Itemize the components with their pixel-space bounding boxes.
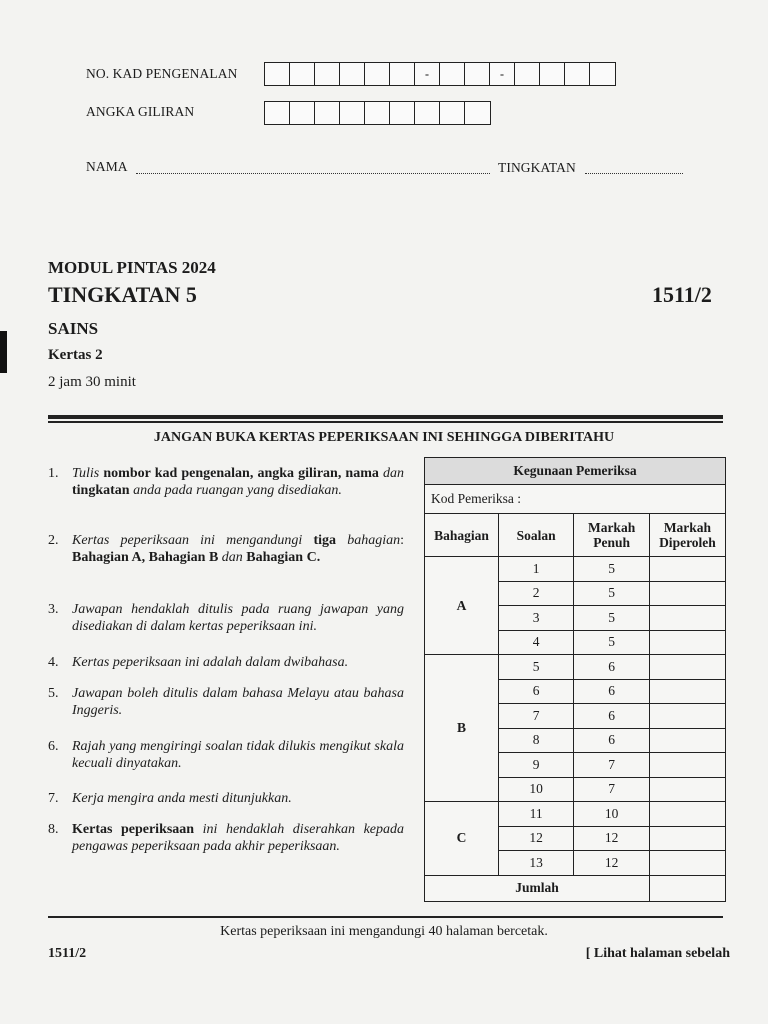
index-digit-box[interactable] xyxy=(390,102,415,124)
section-label: B xyxy=(425,655,499,802)
page-count-note: Kertas peperiksaan ini mengandungi 40 halaman bercetak. xyxy=(220,924,548,939)
paper-label: Kertas 2 xyxy=(48,347,103,363)
instruction-text: Kertas peperiksaan ini mengandungi tiga bahagian: Bahagian A, Bahagian B dan Bahagian C. xyxy=(72,533,405,565)
index-digit-box[interactable] xyxy=(365,102,390,124)
form-label: TINGKATAN xyxy=(498,160,576,175)
full-marks: 7 xyxy=(574,777,650,802)
instruction-number: 4. xyxy=(48,655,59,670)
instruction-number: 2. xyxy=(48,533,59,548)
duration-label: 2 jam 30 minit xyxy=(48,374,136,390)
ic-digit-box[interactable] xyxy=(315,63,340,85)
ic-digit-box[interactable] xyxy=(440,63,465,85)
full-marks: 5 xyxy=(574,630,650,655)
instruction-item xyxy=(48,654,404,671)
full-marks: 5 xyxy=(574,557,650,582)
ic-digit-box: - xyxy=(490,63,515,85)
name-label: NAMA xyxy=(86,159,128,174)
ic-digit-box[interactable] xyxy=(290,63,315,85)
name-field-line[interactable] xyxy=(136,161,490,174)
obtained-marks-cell[interactable] xyxy=(649,802,725,827)
question-number: 9 xyxy=(499,753,574,778)
index-number-boxes[interactable] xyxy=(264,101,491,125)
instruction-number: 3. xyxy=(48,602,59,617)
ic-digit-box[interactable] xyxy=(340,63,365,85)
question-number: 3 xyxy=(499,606,574,631)
index-digit-box[interactable] xyxy=(315,102,340,124)
instruction-text: Rajah yang mengiringi soalan tidak dilukis mengikut skala kecuali dinyatakan. xyxy=(72,739,404,771)
full-marks: 5 xyxy=(574,606,650,631)
ic-label: NO. KAD PENGENALAN xyxy=(86,66,238,81)
instruction-text: Kerja mengira anda mesti ditunjukkan. xyxy=(72,791,292,806)
obtained-marks-cell[interactable] xyxy=(649,679,725,704)
index-number-label: ANGKA GILIRAN xyxy=(86,104,195,119)
footer-paper-code: 1511/2 xyxy=(48,946,87,961)
col-soalan: Soalan xyxy=(499,514,574,557)
ic-digit-box[interactable] xyxy=(465,63,490,85)
full-marks: 6 xyxy=(574,679,650,704)
ic-digit-box[interactable] xyxy=(390,63,415,85)
question-number: 6 xyxy=(499,679,574,704)
ic-digit-box[interactable] xyxy=(515,63,540,85)
col-markah-penuh: Markah Penuh xyxy=(574,514,650,557)
obtained-marks-cell[interactable] xyxy=(649,777,725,802)
index-digit-box[interactable] xyxy=(265,102,290,124)
form-field-line[interactable] xyxy=(585,161,683,174)
examiner-table-title: Kegunaan Pemeriksa xyxy=(425,458,726,485)
paper-code: 1511/2 xyxy=(652,282,712,307)
index-digit-box[interactable] xyxy=(465,102,490,124)
index-digit-box[interactable] xyxy=(415,102,440,124)
instruction-text: Tulis nombor kad pengenalan, angka giliran, nama dan tingkatan anda pada ruangan yang disediakan. xyxy=(72,466,405,498)
table-row xyxy=(425,802,726,827)
question-number: 7 xyxy=(499,704,574,729)
full-marks: 6 xyxy=(574,704,650,729)
col-markah-diperoleh: Markah Diperoleh xyxy=(649,514,725,557)
instruction-item xyxy=(48,685,404,719)
question-number: 1 xyxy=(499,557,574,582)
next-page-note: [ Lihat halaman sebelah xyxy=(585,946,730,961)
ic-digit-box[interactable] xyxy=(565,63,590,85)
instruction-number: 7. xyxy=(48,791,59,806)
instruction-item xyxy=(48,821,404,855)
instruction-text: Kertas peperiksaan ini adalah dalam dwibahasa. xyxy=(72,655,349,670)
question-number: 2 xyxy=(499,581,574,606)
instruction-number: 8. xyxy=(48,822,59,837)
total-label: Jumlah xyxy=(425,875,650,901)
question-number: 8 xyxy=(499,728,574,753)
instruction-number: 5. xyxy=(48,686,59,701)
bottom-rule xyxy=(48,916,723,918)
index-digit-box[interactable] xyxy=(290,102,315,124)
question-number: 13 xyxy=(499,851,574,876)
examiner-code-field[interactable]: Kod Pemeriksa : xyxy=(425,485,726,514)
instruction-item xyxy=(48,465,404,499)
instruction-item xyxy=(48,601,404,635)
full-marks: 5 xyxy=(574,581,650,606)
section-label: A xyxy=(425,557,499,655)
full-marks: 7 xyxy=(574,753,650,778)
table-row xyxy=(425,557,726,582)
obtained-marks-cell[interactable] xyxy=(649,557,725,582)
full-marks: 6 xyxy=(574,655,650,680)
instruction-text: Jawapan boleh ditulis dalam bahasa Melayu atau bahasa Inggeris. xyxy=(72,686,404,718)
question-number: 12 xyxy=(499,826,574,851)
obtained-marks-cell[interactable] xyxy=(649,826,725,851)
instruction-number: 6. xyxy=(48,739,59,754)
question-number: 5 xyxy=(499,655,574,680)
index-digit-box[interactable] xyxy=(440,102,465,124)
question-number: 11 xyxy=(499,802,574,827)
module-title: MODUL PINTAS 2024 xyxy=(48,258,216,277)
instruction-item xyxy=(48,790,404,807)
page-edge-marker xyxy=(0,331,7,373)
ic-digit-box[interactable] xyxy=(590,63,615,85)
section-label: C xyxy=(425,802,499,876)
ic-number-boxes[interactable] xyxy=(264,62,616,86)
full-marks: 10 xyxy=(574,802,650,827)
obtained-marks-cell[interactable] xyxy=(649,606,725,631)
ic-digit-box: - xyxy=(415,63,440,85)
full-marks: 12 xyxy=(574,826,650,851)
question-number: 10 xyxy=(499,777,574,802)
form-title: TINGKATAN 5 xyxy=(48,282,197,307)
col-bahagian: Bahagian xyxy=(425,514,499,557)
ic-digit-box[interactable] xyxy=(265,63,290,85)
total-score-cell[interactable] xyxy=(649,875,725,901)
obtained-marks-cell[interactable] xyxy=(649,753,725,778)
ic-digit-box[interactable] xyxy=(540,63,565,85)
warning-heading: JANGAN BUKA KERTAS PEPERIKSAAN INI SEHINGGA DIBERITAHU xyxy=(153,430,615,445)
obtained-marks-cell[interactable] xyxy=(649,630,725,655)
obtained-marks-cell[interactable] xyxy=(649,581,725,606)
full-marks: 6 xyxy=(574,728,650,753)
table-row xyxy=(425,655,726,680)
subject-title: SAINS xyxy=(48,319,99,338)
instruction-item xyxy=(48,532,404,566)
question-number: 4 xyxy=(499,630,574,655)
index-digit-box[interactable] xyxy=(340,102,365,124)
instruction-number: 1. xyxy=(48,466,59,481)
full-marks: 12 xyxy=(574,851,650,876)
obtained-marks-cell[interactable] xyxy=(649,728,725,753)
obtained-marks-cell[interactable] xyxy=(649,655,725,680)
top-double-rule xyxy=(48,415,723,419)
top-double-rule-thin xyxy=(48,421,723,423)
obtained-marks-cell[interactable] xyxy=(649,851,725,876)
instruction-text: Kertas peperiksaan ini hendaklah diserahkan kepada pengawas peperiksaan pada akhir peperiksaan. xyxy=(72,822,404,854)
instruction-text: Jawapan hendaklah ditulis pada ruang jawapan yang disediakan di dalam kertas peperiksaan ini. xyxy=(72,602,404,634)
instruction-item xyxy=(48,738,404,772)
obtained-marks-cell[interactable] xyxy=(649,704,725,729)
examiner-table xyxy=(424,457,726,902)
ic-digit-box[interactable] xyxy=(365,63,390,85)
